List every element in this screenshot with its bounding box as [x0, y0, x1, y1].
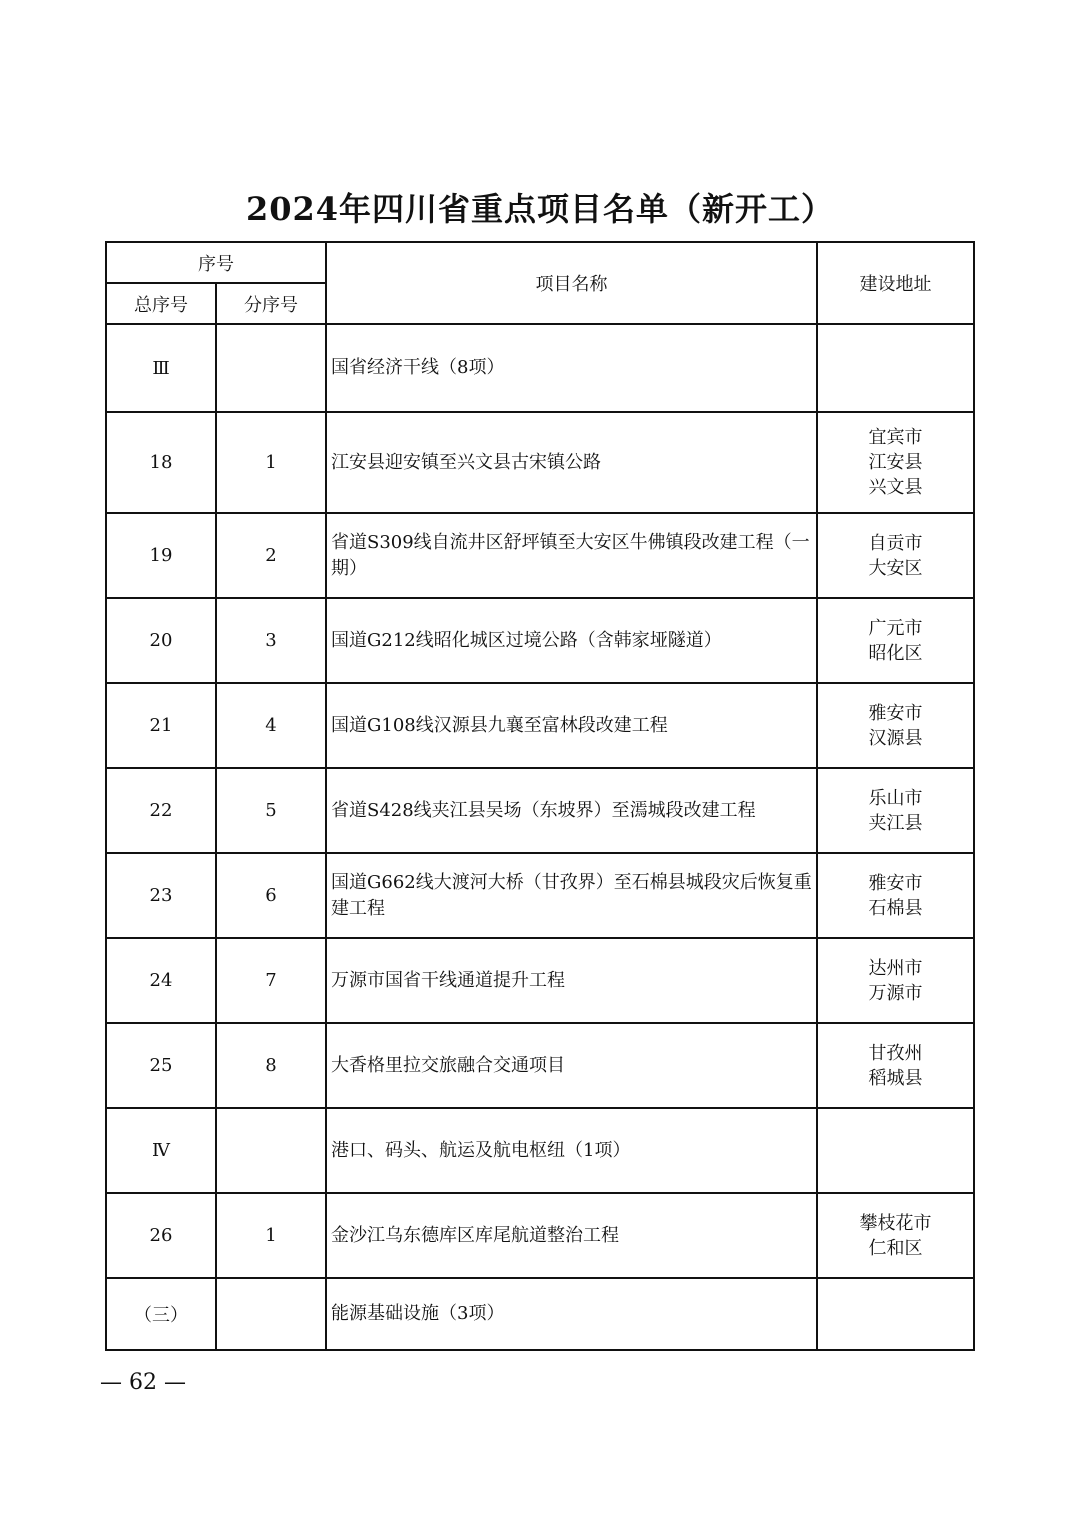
- total-seq-cell: 22: [106, 768, 216, 853]
- location-line: 石棉县: [868, 897, 923, 919]
- location-cell: [817, 1108, 974, 1193]
- sub-seq-cell: [216, 1108, 326, 1193]
- location-cell: [817, 513, 974, 598]
- table-row: [106, 853, 974, 938]
- total-seq-cell: 21: [106, 683, 216, 768]
- project-name-cell: 金沙江乌东德库区库尾航道整治工程: [326, 1193, 817, 1278]
- header-location: 建设地址: [817, 242, 974, 324]
- table-row: [106, 1023, 974, 1108]
- location-line: 夹江县: [868, 812, 923, 834]
- location-cell: [817, 1023, 974, 1108]
- total-seq-cell: 19: [106, 513, 216, 598]
- location-line: 江安县: [868, 452, 923, 473]
- location-line: 自贡市: [868, 532, 923, 554]
- location-line: 甘孜州: [868, 1042, 923, 1064]
- table-row: [106, 1278, 974, 1350]
- total-seq-cell: （三）: [106, 1278, 216, 1350]
- location-cell: [817, 1193, 974, 1278]
- location-line: 汉源县: [868, 727, 923, 749]
- header-sub-seq: 分序号: [216, 283, 326, 324]
- location-cell: [817, 598, 974, 683]
- location-cell: [817, 324, 974, 412]
- project-name-cell: 万源市国省干线通道提升工程: [326, 938, 817, 1023]
- sub-seq-cell: 1: [216, 1193, 326, 1278]
- project-name-cell: 国省经济干线（8项）: [326, 324, 817, 412]
- table-row: [106, 938, 974, 1023]
- table-row: [106, 1108, 974, 1193]
- location-line: 稻城县: [868, 1067, 923, 1089]
- location-cell: [817, 768, 974, 853]
- location-line: 广元市: [868, 617, 923, 639]
- sub-seq-cell: 1: [216, 412, 326, 513]
- project-table: [105, 241, 975, 1351]
- location-cell: [817, 853, 974, 938]
- location-line: 仁和区: [868, 1237, 923, 1259]
- location-cell: [817, 683, 974, 768]
- sub-seq-cell: [216, 324, 326, 412]
- total-seq-cell: 24: [106, 938, 216, 1023]
- location-cell: [817, 938, 974, 1023]
- total-seq-cell: 20: [106, 598, 216, 683]
- project-name-cell: 江安县迎安镇至兴文县古宋镇公路: [326, 412, 817, 513]
- location-cell: [817, 1278, 974, 1350]
- location-line: 昭化区: [868, 642, 923, 664]
- table-row: [106, 1193, 974, 1278]
- table-row: [106, 768, 974, 853]
- sub-seq-cell: 6: [216, 853, 326, 938]
- table-row: [106, 683, 974, 768]
- location-line: 乐山市: [868, 787, 923, 809]
- project-name-cell: 国道G212线昭化城区过境公路（含韩家垭隧道）: [326, 598, 817, 683]
- header-project-name: 项目名称: [326, 242, 817, 324]
- project-name-cell: 港口、码头、航运及航电枢纽（1项）: [326, 1108, 817, 1193]
- location-line: 雅安市: [868, 702, 923, 724]
- project-name-cell: 省道S428线夹江县吴场（东坡界）至漹城段改建工程: [326, 768, 817, 853]
- sub-seq-cell: 5: [216, 768, 326, 853]
- project-name-cell: 国道G108线汉源县九襄至富林段改建工程: [326, 683, 817, 768]
- table-body: [106, 324, 974, 1350]
- sub-seq-cell: 8: [216, 1023, 326, 1108]
- table-row: [106, 324, 974, 412]
- table-row: [106, 598, 974, 683]
- location-line: 宜宾市: [868, 427, 923, 448]
- location-line: 兴文县: [868, 477, 923, 498]
- project-name-cell: 能源基础设施（3项）: [326, 1278, 817, 1350]
- sub-seq-cell: [216, 1278, 326, 1350]
- page-title: 2024年四川省重点项目名单（新开工）: [245, 190, 835, 228]
- project-name-cell: 国道G662线大渡河大桥（甘孜界）至石棉县城段灾后恢复重建工程: [326, 853, 817, 938]
- total-seq-cell: Ⅲ: [106, 324, 216, 412]
- total-seq-cell: 23: [106, 853, 216, 938]
- sub-seq-cell: 2: [216, 513, 326, 598]
- total-seq-cell: Ⅳ: [106, 1108, 216, 1193]
- sub-seq-cell: 3: [216, 598, 326, 683]
- header-seq-group: 序号: [106, 242, 326, 283]
- table-row: [106, 513, 974, 598]
- total-seq-cell: 26: [106, 1193, 216, 1278]
- table-row: [106, 412, 974, 513]
- sub-seq-cell: 7: [216, 938, 326, 1023]
- location-cell: [817, 412, 974, 513]
- project-name-cell: 大香格里拉交旅融合交通项目: [326, 1023, 817, 1108]
- project-name-cell: 省道S309线自流井区舒坪镇至大安区牛佛镇段改建工程（一期）: [326, 513, 817, 598]
- header-total-seq: 总序号: [106, 283, 216, 324]
- total-seq-cell: 18: [106, 412, 216, 513]
- location-line: 达州市: [868, 957, 923, 979]
- location-line: 攀枝花市: [859, 1212, 932, 1234]
- page-number: — 62 —: [100, 1370, 186, 1395]
- total-seq-cell: 25: [106, 1023, 216, 1108]
- location-line: 万源市: [868, 982, 923, 1004]
- location-line: 大安区: [868, 557, 923, 579]
- location-line: 雅安市: [868, 872, 923, 894]
- sub-seq-cell: 4: [216, 683, 326, 768]
